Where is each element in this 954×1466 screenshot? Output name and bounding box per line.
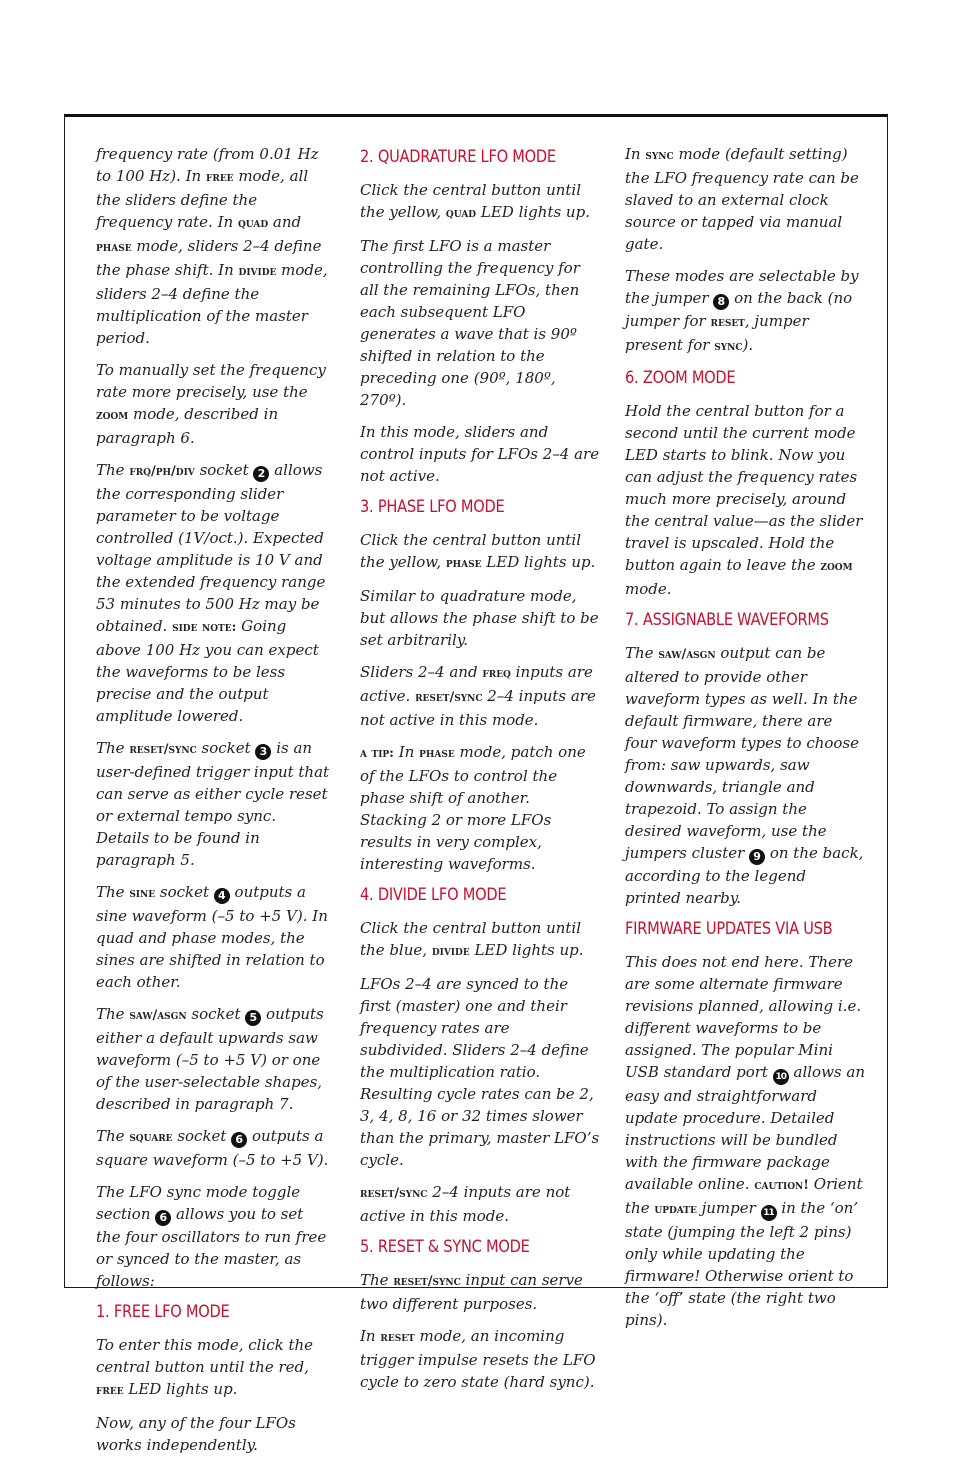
paragraph: The saw/asgn socket 5 outputs either a default upwards saw waveform (–5 to +5 V) or one of the user-selectable shapes, described in paragraph 7.: [96, 1005, 324, 1113]
callout-number-icon: 4: [214, 888, 230, 904]
paragraph: In sync mode (default setting) the LFO frequency rate can be slaved to an external clock source or tapped via manual gate.: [625, 145, 859, 253]
paragraph: Hold the central button for a second until the current mode LED starts to blink. Now you can adjust the frequency rates much more precisely, around the central value—as the slider travel is upscaled. Hold the button again to leave the zoom mode.: [625, 402, 863, 598]
section-heading: FIRMWARE UPDATES VIA USB: [625, 919, 833, 939]
callout-number-icon: 3: [255, 744, 271, 760]
section-heading: 4. DIVIDE LFO MODE: [360, 885, 507, 905]
paragraph: a tip: In phase mode, patch one of the LFOs to control the phase shift of another. Stacking 2 or more LFOs results in very complex, interesting waveforms.: [360, 743, 586, 873]
section-heading: 7. ASSIGNABLE WAVEFORMS: [625, 610, 829, 630]
callout-number-icon: 5: [245, 1010, 261, 1026]
paragraph: To enter this mode, click the central button until the red, free LED lights up.: [96, 1336, 314, 1398]
paragraph: To manually set the frequency rate more precisely, use the zoom mode, described in paragraph 6.: [96, 361, 326, 447]
paragraph: These modes are selectable by the jumper 8 on the back (no jumper for reset, jumper present for sync).: [625, 267, 859, 354]
paragraph: Sliders 2–4 and freq inputs are active. reset/sync 2–4 inputs are not active in this mode.: [360, 663, 596, 729]
paragraph: The saw/asgn output can be altered to provide other waveform types as well. In the default firmware, there are four waveform types to choose from: saw upwards, saw downwards, triangle and trapezoid. To assign the desired waveform, use the jumpers cluster 9 on the back, according to the legend printed nearby.: [625, 644, 864, 907]
paragraph: Similar to quadrature mode, but allows the phase shift to be set arbitrarily.: [360, 587, 599, 649]
section-heading: 3. PHASE LFO MODE: [360, 497, 505, 517]
paragraph: Now, any of the four LFOs works independently.: [96, 1414, 296, 1454]
paragraph: The LFO sync mode toggle section 6 allows you to set the four oscillators to run free or synced to the master, as follows:: [96, 1183, 327, 1290]
section-heading: 1. FREE LFO MODE: [96, 1302, 230, 1322]
paragraph: The sine socket 4 outputs a sine waveform (–5 to +5 V). In quad and phase modes, the sines are shifted in relation to each other.: [96, 883, 328, 991]
paragraph: frequency rate (from 0.01 Hz to 100 Hz). In free mode, all the sliders define the frequency rate. In quad and phase mode, sliders 2–4 define the phase shift. In divide mode, sliders 2–4 define the multiplication of the master period.: [96, 145, 328, 347]
callout-number-icon: 2: [253, 466, 269, 482]
section-heading: 2. QUADRATURE LFO MODE: [360, 147, 556, 167]
section-heading: 6. ZOOM MODE: [625, 368, 736, 388]
callout-number-icon: 10: [773, 1069, 789, 1085]
callout-number-icon: 6: [231, 1132, 247, 1148]
paragraph: Click the central button until the yellow, quad LED lights up.: [360, 181, 590, 221]
paragraph: The first LFO is a master controlling the frequency for all the remaining LFOs, then each subsequent LFO generates a wave that is 90º shifted in relation to the preceding one (90º, 180º, 270º).: [360, 237, 580, 409]
section-heading: 5. RESET & SYNC MODE: [360, 1237, 530, 1257]
paragraph: This does not end here. There are some alternate firmware revisions planned, allowing i.e. different waveforms to be assigned. The popular Mini USB standard port 10 allows an easy and straightforward update procedure. Detailed instructions will be bundled with the firmware package available online. caution! Orient the update jumper 11 in the ‘on’ state (jumping the left 2 pins) only while updating the firmware! Otherwise orient to the ‘off’ state (the right two pins).: [625, 953, 865, 1329]
paragraph: reset/sync 2–4 inputs are not active in this mode.: [360, 1183, 571, 1225]
paragraph: Click the central button until the blue, divide LED lights up.: [360, 919, 584, 959]
paragraph: Click the central button until the yellow, phase LED lights up.: [360, 531, 596, 571]
paragraph: LFOs 2–4 are synced to the first (master) one and their frequency rates are subdivided. Sliders 2–4 define the multiplication ratio. Resulting cycle rates can be 2, 3, 4, 8, 16 or 32 times slower than the primary, master LFO’s cycle.: [360, 975, 600, 1169]
paragraph: In reset mode, an incoming trigger impulse resets the LFO cycle to zero state (hard sync).: [360, 1327, 596, 1391]
callout-number-icon: 11: [761, 1205, 777, 1221]
paragraph: The reset/sync input can serve two different purposes.: [360, 1271, 583, 1313]
paragraph: The reset/sync socket 3 is an user-defined trigger input that can serve as either cycle reset or external tempo sync. Details to be found in paragraph 5.: [96, 739, 330, 869]
column-1: [96, 143, 332, 1466]
paragraph: The square socket 6 outputs a square waveform (–5 to +5 V).: [96, 1127, 329, 1169]
paragraph: In this mode, sliders and control inputs for LFOs 2–4 are not active.: [360, 423, 600, 485]
column-3: [625, 143, 865, 1341]
column-2: [360, 143, 600, 1403]
callout-number-icon: 9: [749, 849, 765, 865]
callout-number-icon: 8: [713, 294, 729, 310]
paragraph: The frq/ph/div socket 2 allows the corresponding slider parameter to be voltage controlled (1V/oct.). Expected voltage amplitude is 10 V and the extended frequency range 53 minutes to 500 Hz may be obtained. side note: Going above 100 Hz you can expect the waveforms to be less precise and the output amplitude lowered.: [96, 461, 326, 725]
callout-number-icon: 6: [155, 1210, 171, 1226]
